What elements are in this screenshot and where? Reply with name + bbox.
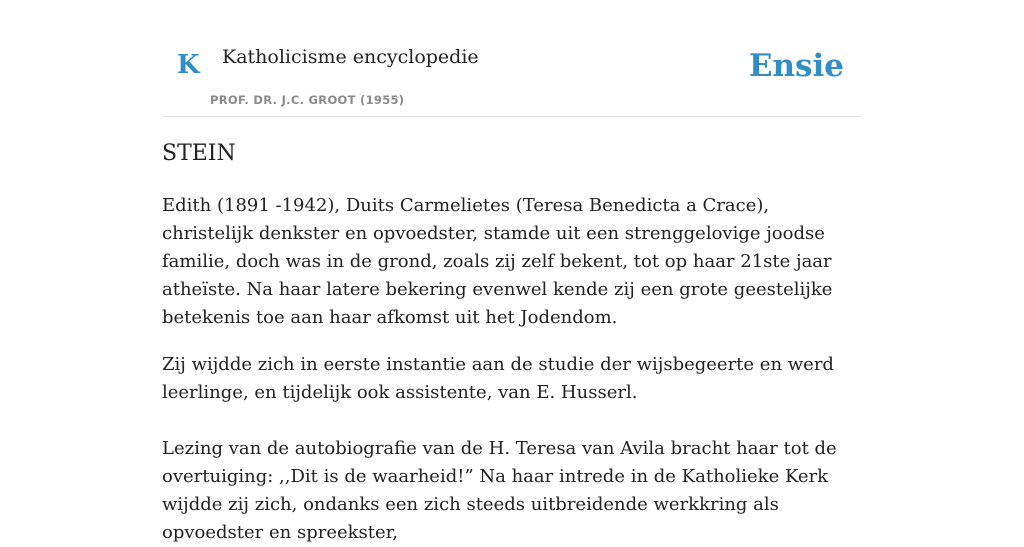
entry-title: STEIN xyxy=(162,141,236,166)
article-paragraph: Lezing van de autobiografie van de H. Teresa van Avila bracht haar tot de overtuiging: ,,Dit is de waarheid!” Na haar intrede in de Katholieke Kerk wijdde zij zich, ondanks een zich steeds uitbreidende werkkring als opvoedster en spreekster, xyxy=(162,438,837,543)
book-title-link[interactable]: Katholicisme encyclopedie xyxy=(222,46,479,68)
article-paragraph: Zij wijdde zich in eerste instantie aan de studie der wijsbegeerte en werd leerlinge, en tijdelijk ook assistente, van E. Husserl. xyxy=(162,354,834,403)
content-column xyxy=(162,0,862,543)
header xyxy=(162,0,862,117)
book-author: PROF. DR. J.C. GROOT (1955) xyxy=(210,93,405,107)
ensie-logo[interactable]: Ensie xyxy=(748,48,844,84)
article-paragraph: Edith (1891 -1942), Duits Carmelietes (Teresa Benedicta a Crace), christelijk denkster en opvoedster, stamde uit een strenggelovige joodse familie, doch was in de grond, zoals zij zelf bekent, tot op haar 21ste jaar atheïste. Na haar latere bekering evenwel kende zij een grote geestelijke betekenis toe aan haar afkomst uit het Jodendom. xyxy=(162,195,833,328)
book-logo[interactable]: K xyxy=(177,50,200,80)
